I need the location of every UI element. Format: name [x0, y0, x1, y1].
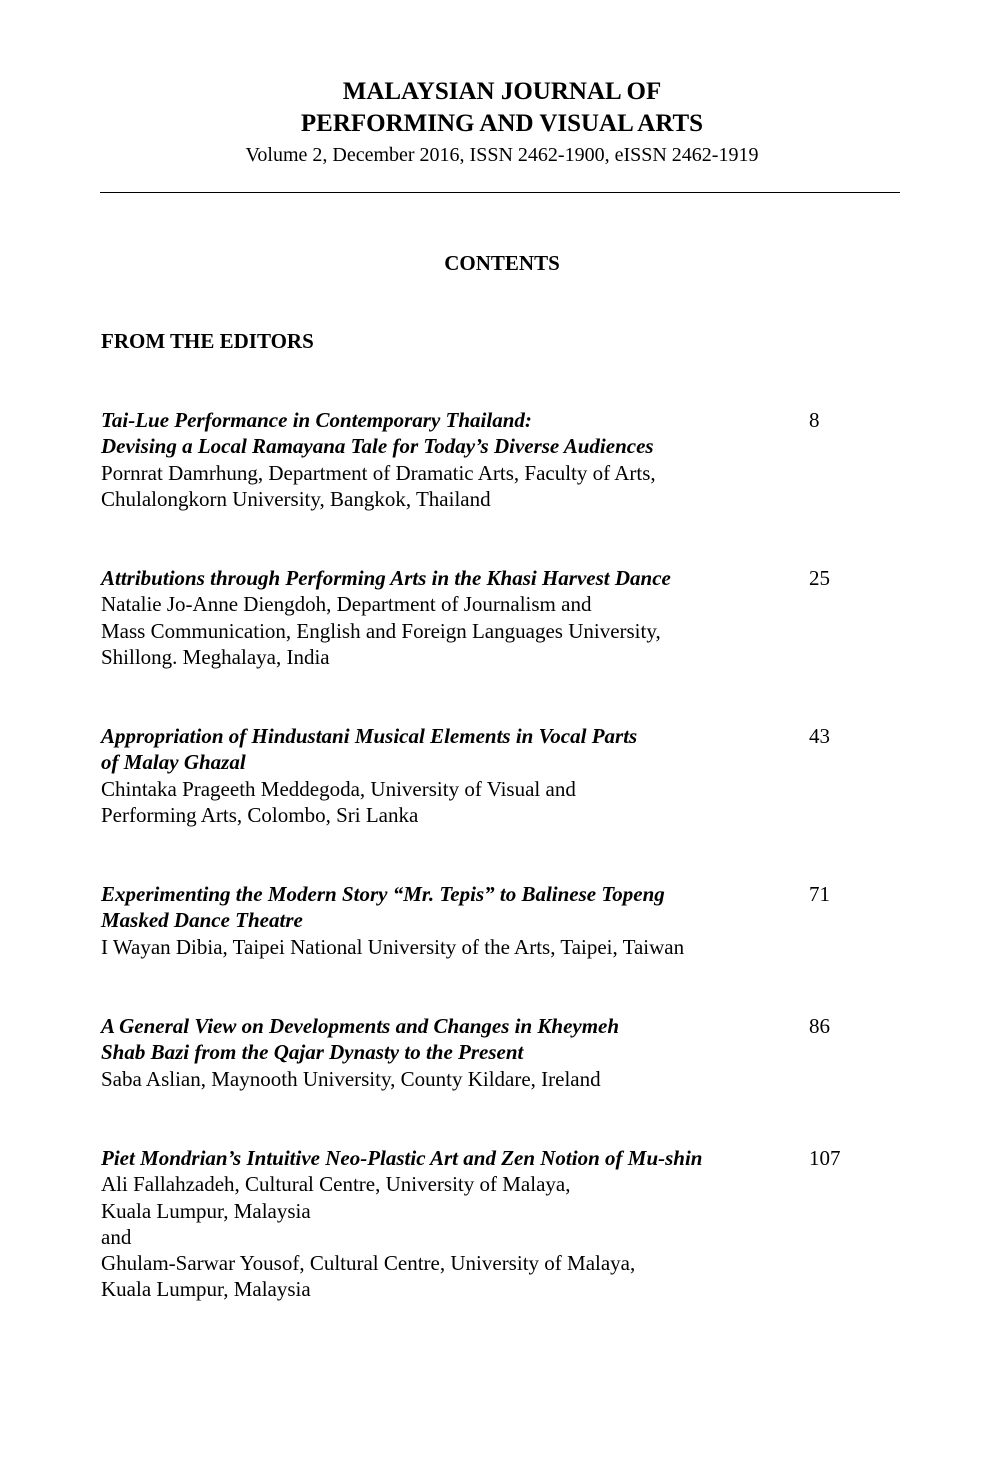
- article-title: Piet Mondrian’s Intuitive Neo-Plastic Art and Zen Notion of Mu-shin: [101, 1146, 703, 1170]
- article-title: Attributions through Performing Arts in the Khasi Harvest Dance: [101, 566, 671, 590]
- page-number: 43: [809, 724, 830, 748]
- author-affiliation: Ghulam-Sarwar Yousof, Cultural Centre, University of Malaya,: [101, 1251, 636, 1276]
- author-affiliation: Mass Communication, English and Foreign Languages University,: [101, 618, 661, 643]
- toc-entry[interactable]: [101, 723, 861, 828]
- author-affiliation: I Wayan Dibia, Taipei National University of the Arts, Taipei, Taiwan: [101, 934, 685, 959]
- article-title: Devising a Local Ramayana Tale for Today’s Diverse Audiences: [101, 434, 654, 459]
- author-affiliation: Saba Aslian, Maynooth University, County Kildare, Ireland: [101, 1066, 601, 1091]
- article-title: Shab Bazi from the Qajar Dynasty to the Present: [101, 1040, 524, 1065]
- page-number: 25: [809, 566, 830, 590]
- volume-info: Volume 2, December 2016, ISSN 2462-1900, eISSN 2462-1919: [245, 144, 759, 166]
- toc-entry[interactable]: [101, 1013, 861, 1092]
- author-affiliation: Performing Arts, Colombo, Sri Lanka: [101, 802, 419, 827]
- author-affiliation: Chintaka Prageeth Meddegoda, University of Visual and: [101, 776, 576, 801]
- author-affiliation: Pornrat Damrhung, Department of Dramatic Arts, Faculty of Arts,: [101, 460, 656, 485]
- article-title: Experimenting the Modern Story “Mr. Tepis” to Balinese Topeng: [101, 882, 665, 906]
- journal-title-line-2: PERFORMING AND VISUAL ARTS: [300, 110, 704, 137]
- page-number: 107: [809, 1146, 841, 1170]
- page-number: 8: [809, 408, 820, 432]
- section-heading: FROM THE EDITORS: [101, 329, 314, 353]
- author-affiliation: Kuala Lumpur, Malaysia: [101, 1198, 311, 1223]
- toc-entry[interactable]: [101, 881, 861, 960]
- article-title: of Malay Ghazal: [101, 750, 246, 775]
- author-affiliation: Ali Fallahzadeh, Cultural Centre, University of Malaya,: [101, 1172, 571, 1197]
- author-affiliation: Natalie Jo-Anne Diengdoh, Department of Journalism and: [101, 592, 592, 617]
- page-number: 71: [809, 882, 830, 906]
- journal-title-line-1: MALAYSIAN JOURNAL OF: [342, 78, 662, 105]
- author-affiliation: Shillong. Meghalaya, India: [101, 644, 330, 669]
- contents-heading: CONTENTS: [444, 251, 560, 275]
- author-affiliation: Kuala Lumpur, Malaysia: [101, 1277, 311, 1302]
- toc-entry[interactable]: [101, 565, 861, 670]
- article-title: Tai-Lue Performance in Contemporary Thailand:: [101, 408, 532, 432]
- toc-entry[interactable]: [101, 407, 861, 512]
- article-title: Masked Dance Theatre: [101, 908, 303, 933]
- header-divider: [100, 192, 900, 193]
- article-title: A General View on Developments and Changes in Kheymeh: [101, 1014, 620, 1038]
- author-affiliation: and: [101, 1224, 132, 1249]
- article-title: Appropriation of Hindustani Musical Elements in Vocal Parts: [101, 724, 638, 748]
- author-affiliation: Chulalongkorn University, Bangkok, Thailand: [101, 486, 491, 511]
- toc-entry[interactable]: [101, 1145, 861, 1303]
- page-number: 86: [809, 1014, 830, 1038]
